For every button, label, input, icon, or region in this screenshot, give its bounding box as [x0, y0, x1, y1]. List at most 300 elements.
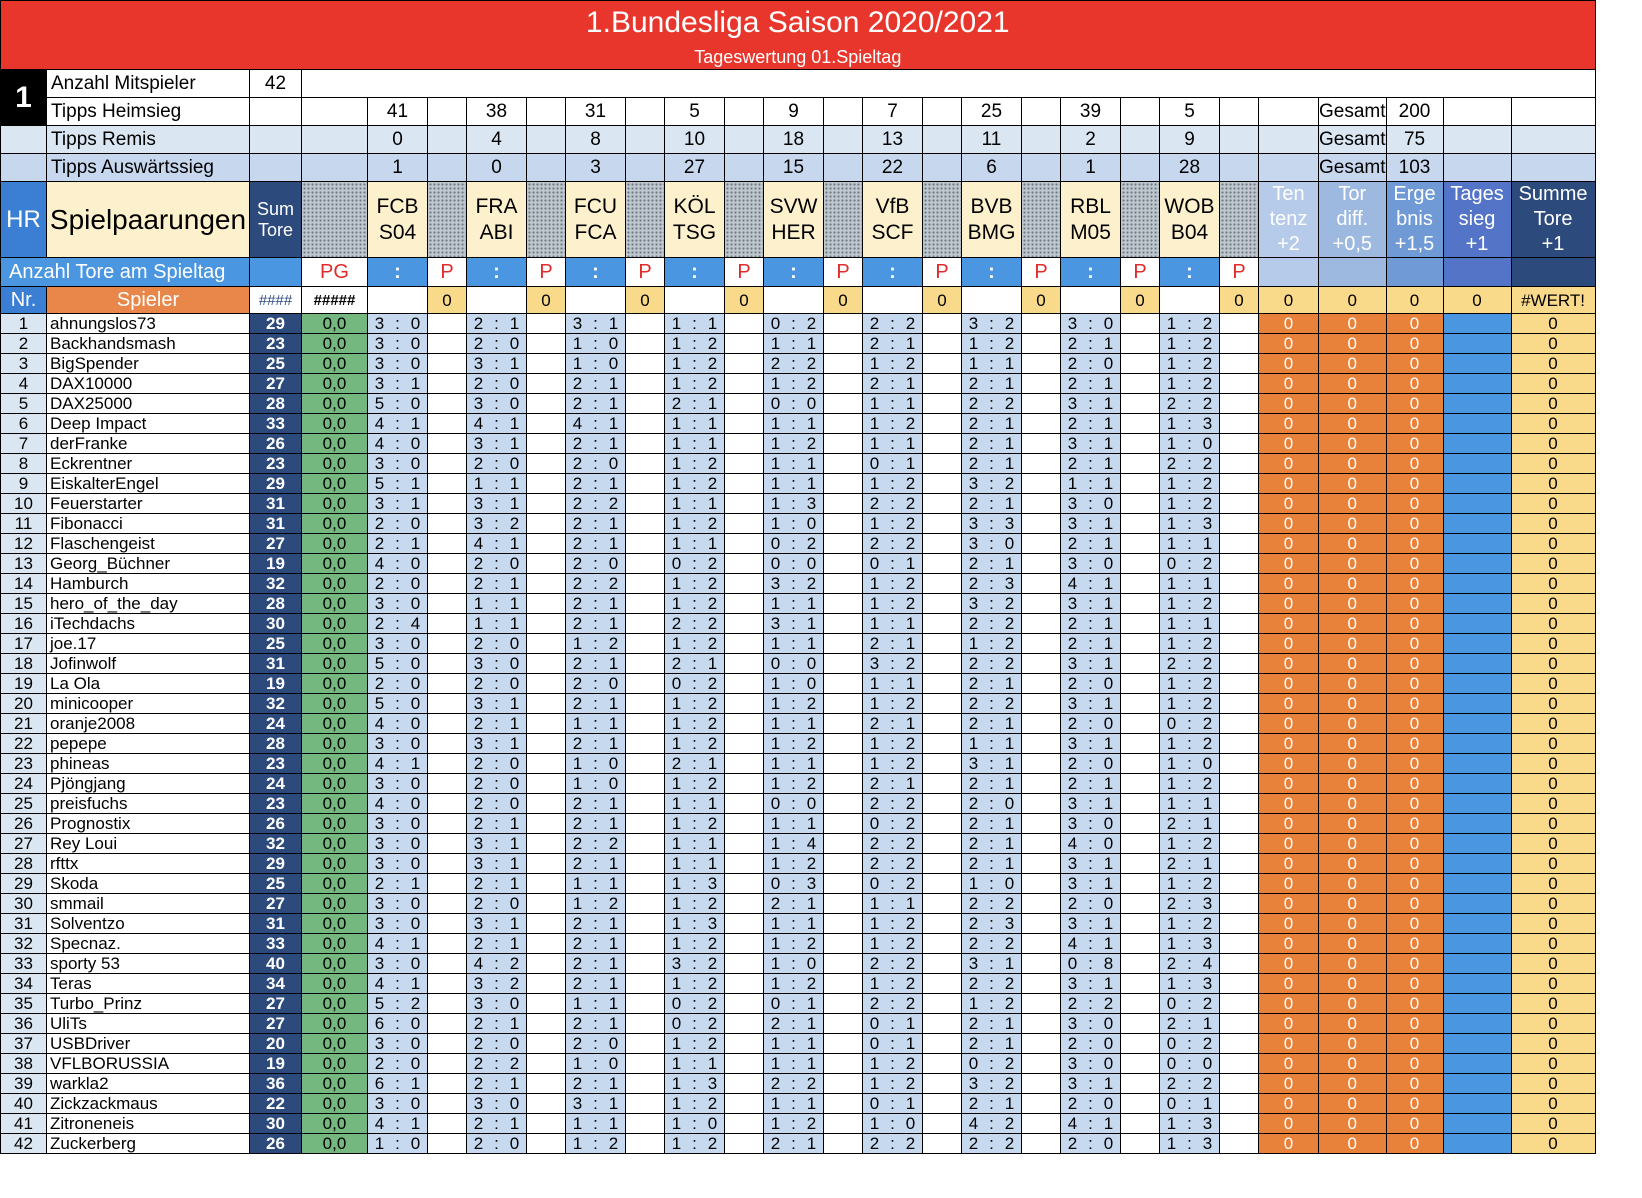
tip-cell[interactable]: [368, 734, 428, 754]
result-input[interactable]: :: [962, 258, 1022, 287]
tip-cell[interactable]: [764, 854, 824, 874]
tip-cell[interactable]: [962, 1014, 1022, 1034]
tip-cell[interactable]: [962, 614, 1022, 634]
tip-cell[interactable]: [467, 494, 527, 514]
tip-cell[interactable]: [566, 954, 626, 974]
tip-cell[interactable]: [665, 554, 725, 574]
tip-cell[interactable]: [962, 1054, 1022, 1074]
tip-cell[interactable]: [368, 794, 428, 814]
tip-cell[interactable]: [665, 854, 725, 874]
tip-cell[interactable]: [467, 654, 527, 674]
tip-cell[interactable]: [1061, 794, 1121, 814]
tip-cell[interactable]: [566, 1094, 626, 1114]
tip-cell[interactable]: [467, 534, 527, 554]
tip-cell[interactable]: [764, 814, 824, 834]
tip-cell[interactable]: [1160, 414, 1220, 434]
tip-cell[interactable]: [1160, 814, 1220, 834]
tip-cell[interactable]: [1061, 514, 1121, 534]
tip-cell[interactable]: [665, 734, 725, 754]
tip-cell[interactable]: [368, 974, 428, 994]
tip-cell[interactable]: [1160, 1054, 1220, 1074]
tip-cell[interactable]: [863, 354, 923, 374]
tip-cell[interactable]: [467, 514, 527, 534]
tip-cell[interactable]: [863, 874, 923, 894]
tip-cell[interactable]: [368, 1134, 428, 1154]
tip-cell[interactable]: [764, 974, 824, 994]
tip-cell[interactable]: [1160, 854, 1220, 874]
tip-cell[interactable]: [566, 654, 626, 674]
tip-cell[interactable]: [566, 394, 626, 414]
tip-cell[interactable]: [368, 374, 428, 394]
result-input[interactable]: :: [764, 258, 824, 287]
tip-cell[interactable]: [665, 694, 725, 714]
tip-cell[interactable]: [863, 614, 923, 634]
tip-cell[interactable]: [1061, 1094, 1121, 1114]
tip-cell[interactable]: [1160, 574, 1220, 594]
tip-cell[interactable]: [764, 314, 824, 334]
tip-cell[interactable]: [764, 374, 824, 394]
tip-cell[interactable]: [1160, 894, 1220, 914]
tip-cell[interactable]: [467, 414, 527, 434]
tip-cell[interactable]: [1160, 454, 1220, 474]
tip-cell[interactable]: [764, 714, 824, 734]
tip-cell[interactable]: [764, 674, 824, 694]
tip-cell[interactable]: [1061, 894, 1121, 914]
tip-cell[interactable]: [1160, 594, 1220, 614]
tip-cell[interactable]: [962, 1074, 1022, 1094]
tip-cell[interactable]: [764, 954, 824, 974]
tip-cell[interactable]: [962, 334, 1022, 354]
tip-cell[interactable]: [467, 694, 527, 714]
tip-cell[interactable]: [764, 594, 824, 614]
tip-cell[interactable]: [1061, 314, 1121, 334]
tip-cell[interactable]: [467, 794, 527, 814]
tip-cell[interactable]: [368, 354, 428, 374]
tip-cell[interactable]: [566, 334, 626, 354]
tip-cell[interactable]: [566, 974, 626, 994]
tip-cell[interactable]: [1160, 874, 1220, 894]
tip-cell[interactable]: [665, 594, 725, 614]
tip-cell[interactable]: [863, 1074, 923, 1094]
tip-cell[interactable]: [368, 1114, 428, 1134]
tip-cell[interactable]: [962, 394, 1022, 414]
tip-cell[interactable]: [863, 474, 923, 494]
tip-cell[interactable]: [1061, 714, 1121, 734]
tip-cell[interactable]: [1061, 734, 1121, 754]
tip-cell[interactable]: [764, 994, 824, 1014]
tip-cell[interactable]: [368, 554, 428, 574]
tip-cell[interactable]: [1160, 334, 1220, 354]
tip-cell[interactable]: [863, 834, 923, 854]
tip-cell[interactable]: [566, 474, 626, 494]
tip-cell[interactable]: [665, 634, 725, 654]
tip-cell[interactable]: [1160, 474, 1220, 494]
tip-cell[interactable]: [665, 1034, 725, 1054]
tip-cell[interactable]: [665, 714, 725, 734]
tip-cell[interactable]: [764, 1114, 824, 1134]
tip-cell[interactable]: [962, 554, 1022, 574]
tip-cell[interactable]: [863, 994, 923, 1014]
tip-cell[interactable]: [1061, 354, 1121, 374]
tip-cell[interactable]: [764, 414, 824, 434]
tip-cell[interactable]: [1160, 1134, 1220, 1154]
tip-cell[interactable]: [566, 614, 626, 634]
tip-cell[interactable]: [1061, 994, 1121, 1014]
tip-cell[interactable]: [566, 894, 626, 914]
tip-cell[interactable]: [863, 1114, 923, 1134]
tip-cell[interactable]: [1160, 694, 1220, 714]
tip-cell[interactable]: [764, 1074, 824, 1094]
tip-cell[interactable]: [566, 314, 626, 334]
tip-cell[interactable]: [764, 914, 824, 934]
tip-cell[interactable]: [764, 754, 824, 774]
tip-cell[interactable]: [467, 974, 527, 994]
tip-cell[interactable]: [863, 1054, 923, 1074]
tip-cell[interactable]: [1160, 1074, 1220, 1094]
tip-cell[interactable]: [1061, 634, 1121, 654]
tip-cell[interactable]: [566, 1014, 626, 1034]
tip-cell[interactable]: [665, 454, 725, 474]
tip-cell[interactable]: [368, 894, 428, 914]
tip-cell[interactable]: [1160, 634, 1220, 654]
tip-cell[interactable]: [962, 594, 1022, 614]
tip-cell[interactable]: [1061, 574, 1121, 594]
tip-cell[interactable]: [863, 574, 923, 594]
tip-cell[interactable]: [1160, 654, 1220, 674]
tip-cell[interactable]: [764, 1034, 824, 1054]
tip-cell[interactable]: [467, 674, 527, 694]
tip-cell[interactable]: [1061, 774, 1121, 794]
tip-cell[interactable]: [764, 654, 824, 674]
tip-cell[interactable]: [566, 714, 626, 734]
tip-cell[interactable]: [1061, 374, 1121, 394]
tip-cell[interactable]: [566, 1034, 626, 1054]
tip-cell[interactable]: [863, 794, 923, 814]
tip-cell[interactable]: [665, 1114, 725, 1134]
tip-cell[interactable]: [368, 1014, 428, 1034]
tip-cell[interactable]: [566, 514, 626, 534]
tip-cell[interactable]: [962, 734, 1022, 754]
tip-cell[interactable]: [863, 1034, 923, 1054]
tip-cell[interactable]: [764, 734, 824, 754]
tip-cell[interactable]: [1061, 1114, 1121, 1134]
tip-cell[interactable]: [962, 514, 1022, 534]
tip-cell[interactable]: [368, 514, 428, 534]
tip-cell[interactable]: [566, 594, 626, 614]
tip-cell[interactable]: [1061, 854, 1121, 874]
tip-cell[interactable]: [1160, 834, 1220, 854]
tip-cell[interactable]: [962, 754, 1022, 774]
tip-cell[interactable]: [962, 674, 1022, 694]
tip-cell[interactable]: [1160, 914, 1220, 934]
tip-cell[interactable]: [1160, 614, 1220, 634]
tip-cell[interactable]: [467, 374, 527, 394]
tip-cell[interactable]: [962, 874, 1022, 894]
tip-cell[interactable]: [665, 794, 725, 814]
tip-cell[interactable]: [962, 834, 1022, 854]
tip-cell[interactable]: [467, 1094, 527, 1114]
tip-cell[interactable]: [863, 754, 923, 774]
tip-cell[interactable]: [368, 934, 428, 954]
tip-cell[interactable]: [467, 854, 527, 874]
tip-cell[interactable]: [1061, 814, 1121, 834]
tip-cell[interactable]: [467, 814, 527, 834]
tip-cell[interactable]: [962, 1094, 1022, 1114]
tip-cell[interactable]: [962, 454, 1022, 474]
tip-cell[interactable]: [1160, 374, 1220, 394]
tip-cell[interactable]: [368, 874, 428, 894]
tip-cell[interactable]: [764, 354, 824, 374]
tip-cell[interactable]: [566, 854, 626, 874]
tip-cell[interactable]: [962, 654, 1022, 674]
tip-cell[interactable]: [368, 914, 428, 934]
tip-cell[interactable]: [566, 674, 626, 694]
tip-cell[interactable]: [368, 674, 428, 694]
tip-cell[interactable]: [467, 554, 527, 574]
tip-cell[interactable]: [566, 554, 626, 574]
tip-cell[interactable]: [1061, 914, 1121, 934]
tip-cell[interactable]: [764, 514, 824, 534]
tip-cell[interactable]: [764, 494, 824, 514]
tip-cell[interactable]: [566, 494, 626, 514]
tip-cell[interactable]: [1160, 674, 1220, 694]
tip-cell[interactable]: [863, 654, 923, 674]
tip-cell[interactable]: [1160, 514, 1220, 534]
tip-cell[interactable]: [863, 394, 923, 414]
tip-cell[interactable]: [665, 814, 725, 834]
tip-cell[interactable]: [566, 1074, 626, 1094]
tip-cell[interactable]: [962, 934, 1022, 954]
tip-cell[interactable]: [665, 1074, 725, 1094]
tip-cell[interactable]: [368, 1094, 428, 1114]
tip-cell[interactable]: [566, 694, 626, 714]
result-input[interactable]: :: [467, 258, 527, 287]
tip-cell[interactable]: [863, 1134, 923, 1154]
tip-cell[interactable]: [368, 954, 428, 974]
tip-cell[interactable]: [467, 434, 527, 454]
tip-cell[interactable]: [368, 594, 428, 614]
tip-cell[interactable]: [962, 714, 1022, 734]
tip-cell[interactable]: [566, 634, 626, 654]
tip-cell[interactable]: [1160, 734, 1220, 754]
tip-cell[interactable]: [764, 834, 824, 854]
tip-cell[interactable]: [368, 1034, 428, 1054]
tip-cell[interactable]: [467, 874, 527, 894]
tip-cell[interactable]: [764, 634, 824, 654]
tip-cell[interactable]: [566, 754, 626, 774]
tip-cell[interactable]: [467, 1074, 527, 1094]
tip-cell[interactable]: [1160, 954, 1220, 974]
tip-cell[interactable]: [665, 674, 725, 694]
tip-cell[interactable]: [1061, 614, 1121, 634]
tip-cell[interactable]: [1061, 474, 1121, 494]
tip-cell[interactable]: [764, 874, 824, 894]
tip-cell[interactable]: [962, 694, 1022, 714]
tip-cell[interactable]: [467, 614, 527, 634]
tip-cell[interactable]: [368, 634, 428, 654]
tip-cell[interactable]: [962, 434, 1022, 454]
tip-cell[interactable]: [368, 494, 428, 514]
tip-cell[interactable]: [863, 314, 923, 334]
tip-cell[interactable]: [467, 934, 527, 954]
tip-cell[interactable]: [368, 754, 428, 774]
tip-cell[interactable]: [863, 414, 923, 434]
tip-cell[interactable]: [1160, 794, 1220, 814]
tip-cell[interactable]: [1160, 354, 1220, 374]
tip-cell[interactable]: [665, 374, 725, 394]
tip-cell[interactable]: [1061, 394, 1121, 414]
tip-cell[interactable]: [467, 1134, 527, 1154]
tip-cell[interactable]: [665, 654, 725, 674]
tip-cell[interactable]: [764, 1094, 824, 1114]
tip-cell[interactable]: [863, 894, 923, 914]
tip-cell[interactable]: [467, 474, 527, 494]
tip-cell[interactable]: [1061, 1054, 1121, 1074]
tip-cell[interactable]: [368, 1074, 428, 1094]
tip-cell[interactable]: [1061, 534, 1121, 554]
tip-cell[interactable]: [665, 894, 725, 914]
tip-cell[interactable]: [1160, 934, 1220, 954]
tip-cell[interactable]: [962, 814, 1022, 834]
tip-cell[interactable]: [665, 834, 725, 854]
tip-cell[interactable]: [764, 1134, 824, 1154]
tip-cell[interactable]: [368, 394, 428, 414]
tip-cell[interactable]: [467, 634, 527, 654]
tip-cell[interactable]: [1160, 394, 1220, 414]
tip-cell[interactable]: [863, 974, 923, 994]
tip-cell[interactable]: [665, 574, 725, 594]
tip-cell[interactable]: [1061, 874, 1121, 894]
tip-cell[interactable]: [1160, 554, 1220, 574]
tip-cell[interactable]: [665, 354, 725, 374]
tip-cell[interactable]: [764, 554, 824, 574]
tip-cell[interactable]: [665, 954, 725, 974]
tip-cell[interactable]: [863, 434, 923, 454]
tip-cell[interactable]: [467, 454, 527, 474]
tip-cell[interactable]: [764, 454, 824, 474]
tip-cell[interactable]: [368, 454, 428, 474]
tip-cell[interactable]: [467, 734, 527, 754]
result-input[interactable]: :: [1061, 258, 1121, 287]
tip-cell[interactable]: [665, 934, 725, 954]
tip-cell[interactable]: [764, 794, 824, 814]
tip-cell[interactable]: [1061, 654, 1121, 674]
tip-cell[interactable]: [1061, 1134, 1121, 1154]
tip-cell[interactable]: [1061, 934, 1121, 954]
tip-cell[interactable]: [566, 354, 626, 374]
tip-cell[interactable]: [368, 474, 428, 494]
tip-cell[interactable]: [467, 594, 527, 614]
tip-cell[interactable]: [764, 534, 824, 554]
tip-cell[interactable]: [863, 634, 923, 654]
tip-cell[interactable]: [566, 434, 626, 454]
tip-cell[interactable]: [962, 494, 1022, 514]
tip-cell[interactable]: [863, 554, 923, 574]
tip-cell[interactable]: [962, 854, 1022, 874]
result-input[interactable]: :: [368, 258, 428, 287]
tip-cell[interactable]: [1061, 754, 1121, 774]
tip-cell[interactable]: [863, 594, 923, 614]
tip-cell[interactable]: [1160, 994, 1220, 1014]
tip-cell[interactable]: [863, 334, 923, 354]
tip-cell[interactable]: [368, 1054, 428, 1074]
tip-cell[interactable]: [368, 534, 428, 554]
tip-cell[interactable]: [863, 814, 923, 834]
tip-cell[interactable]: [1061, 1014, 1121, 1034]
tip-cell[interactable]: [764, 394, 824, 414]
tip-cell[interactable]: [665, 914, 725, 934]
tip-cell[interactable]: [368, 774, 428, 794]
tip-cell[interactable]: [566, 794, 626, 814]
tip-cell[interactable]: [863, 774, 923, 794]
tip-cell[interactable]: [1061, 334, 1121, 354]
tip-cell[interactable]: [665, 494, 725, 514]
tip-cell[interactable]: [764, 1014, 824, 1034]
tip-cell[interactable]: [1160, 714, 1220, 734]
tip-cell[interactable]: [1160, 314, 1220, 334]
tip-cell[interactable]: [1061, 494, 1121, 514]
tip-cell[interactable]: [368, 814, 428, 834]
tip-cell[interactable]: [1061, 434, 1121, 454]
tip-cell[interactable]: [566, 534, 626, 554]
tip-cell[interactable]: [962, 534, 1022, 554]
tip-cell[interactable]: [665, 1094, 725, 1114]
tip-cell[interactable]: [467, 894, 527, 914]
tip-cell[interactable]: [863, 1014, 923, 1034]
tip-cell[interactable]: [1160, 754, 1220, 774]
tip-cell[interactable]: [566, 374, 626, 394]
tip-cell[interactable]: [665, 514, 725, 534]
tip-cell[interactable]: [1160, 774, 1220, 794]
tip-cell[interactable]: [863, 454, 923, 474]
tip-cell[interactable]: [467, 1034, 527, 1054]
tip-cell[interactable]: [665, 1014, 725, 1034]
tip-cell[interactable]: [863, 854, 923, 874]
tip-cell[interactable]: [1160, 974, 1220, 994]
tip-cell[interactable]: [962, 774, 1022, 794]
tip-cell[interactable]: [467, 754, 527, 774]
tip-cell[interactable]: [467, 334, 527, 354]
tip-cell[interactable]: [368, 654, 428, 674]
tip-cell[interactable]: [566, 814, 626, 834]
tip-cell[interactable]: [467, 914, 527, 934]
tip-cell[interactable]: [863, 534, 923, 554]
tip-cell[interactable]: [863, 494, 923, 514]
tip-cell[interactable]: [467, 574, 527, 594]
tip-cell[interactable]: [566, 774, 626, 794]
result-input[interactable]: :: [1160, 258, 1220, 287]
tip-cell[interactable]: [665, 394, 725, 414]
tip-cell[interactable]: [1160, 434, 1220, 454]
tip-cell[interactable]: [368, 994, 428, 1014]
tip-cell[interactable]: [1160, 1034, 1220, 1054]
tip-cell[interactable]: [863, 1094, 923, 1114]
tip-cell[interactable]: [368, 614, 428, 634]
tip-cell[interactable]: [566, 994, 626, 1014]
tip-cell[interactable]: [1160, 494, 1220, 514]
tip-cell[interactable]: [467, 774, 527, 794]
tip-cell[interactable]: [467, 394, 527, 414]
tip-cell[interactable]: [368, 314, 428, 334]
tip-cell[interactable]: [566, 574, 626, 594]
tip-cell[interactable]: [962, 634, 1022, 654]
tip-cell[interactable]: [665, 414, 725, 434]
tip-cell[interactable]: [1160, 1014, 1220, 1034]
tip-cell[interactable]: [566, 734, 626, 754]
tip-cell[interactable]: [566, 454, 626, 474]
tip-cell[interactable]: [764, 334, 824, 354]
tip-cell[interactable]: [962, 954, 1022, 974]
